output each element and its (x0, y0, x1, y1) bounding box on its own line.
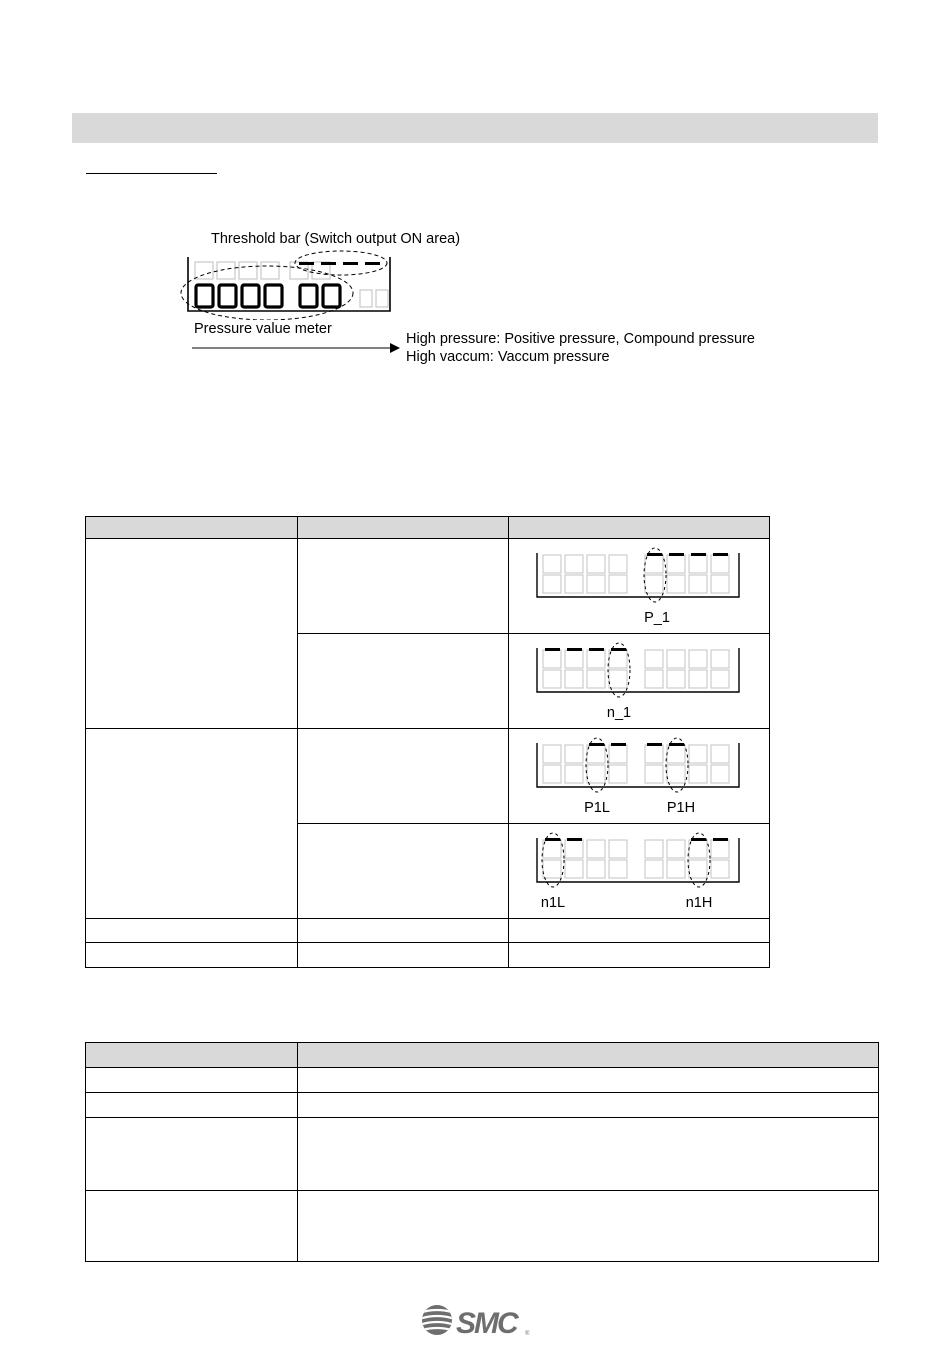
table-row (86, 1191, 879, 1262)
threshold-bar-label: Threshold bar (Switch output ON area) (211, 231, 461, 247)
lcd-display-figure (180, 245, 410, 320)
smc-logo (421, 1303, 531, 1342)
svg-text:®: ® (525, 1331, 530, 1337)
subheading-underline (86, 173, 217, 174)
direction-text-line1: High pressure: Positive pressure, Compound pressure (406, 331, 755, 347)
direction-text-line2: High vaccum: Vaccum pressure (406, 349, 610, 365)
lcd-label-p1h: P1H (666, 800, 696, 816)
table-header-row (86, 1043, 879, 1068)
lcd-label-p1l: P1L (584, 800, 610, 816)
output-mode-table (85, 516, 770, 968)
lcd-label-n1h: n1H (685, 895, 713, 911)
table-row (86, 1068, 879, 1093)
lcd-window-positive (509, 729, 768, 823)
lcd-label-n1: n_1 (606, 705, 632, 721)
table-row (86, 943, 770, 968)
logo-wordmark: SMC (456, 1307, 517, 1337)
table-header-row (86, 517, 770, 539)
table-row (86, 729, 770, 824)
description-table (85, 1042, 879, 1262)
table-row (86, 539, 770, 634)
lcd-label-n1l: n1L (540, 895, 566, 911)
table-row (86, 919, 770, 943)
direction-arrow (192, 341, 402, 355)
table-row (86, 1118, 879, 1191)
table-row (86, 1093, 879, 1118)
pressure-meter-label: Pressure value meter (194, 321, 332, 337)
section-header-bar (72, 113, 878, 143)
lcd-label-p1: P_1 (644, 610, 670, 626)
